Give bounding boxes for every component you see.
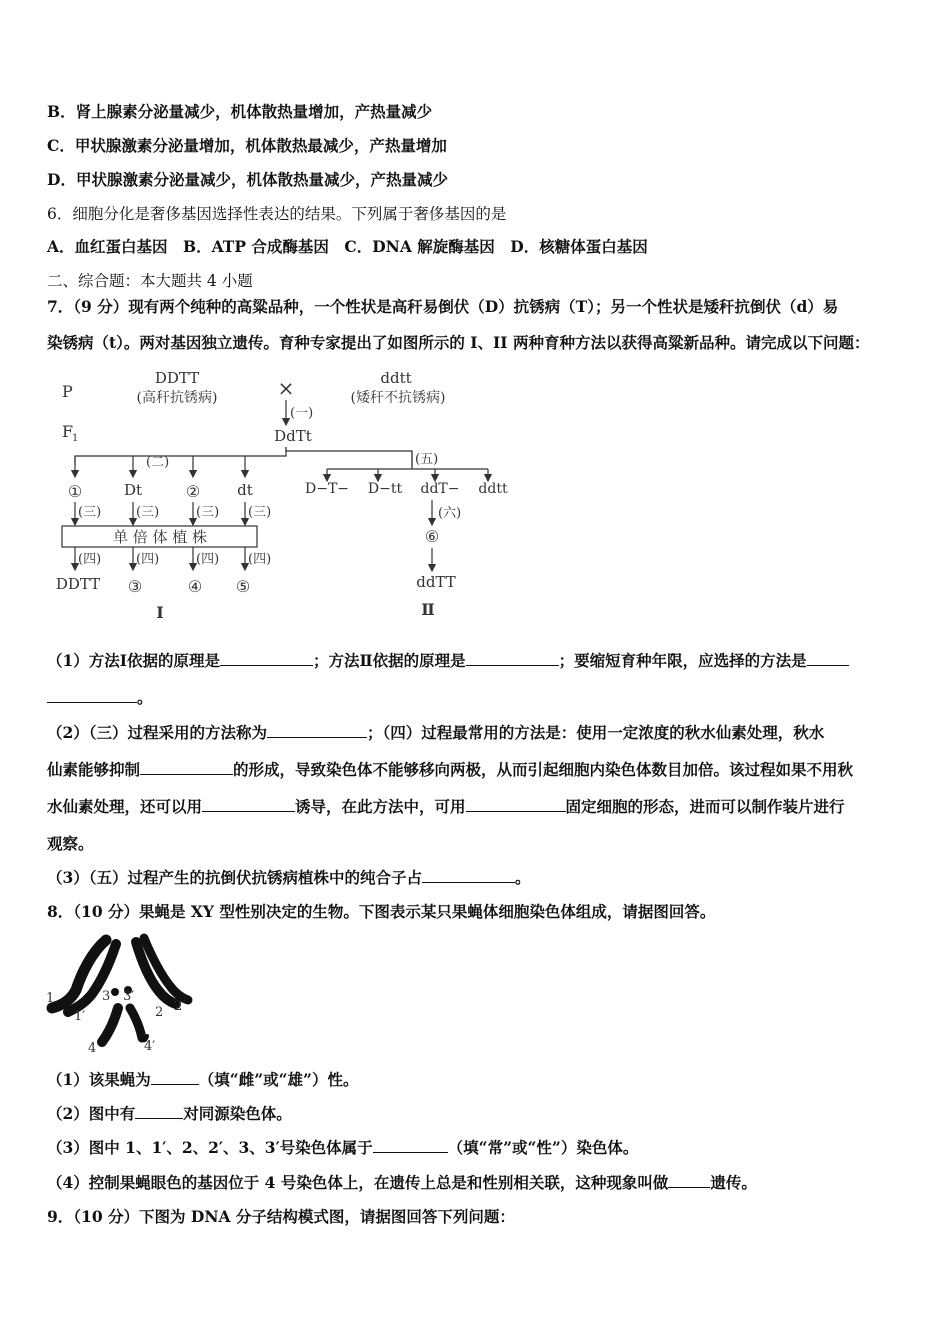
answer-blank[interactable]	[220, 651, 313, 666]
answer-blank[interactable]	[422, 868, 515, 883]
q8-sub1: （1）该果蝇为 （填“雌”或“雄”）性。	[47, 1070, 359, 1089]
label-2: 2	[155, 1005, 164, 1020]
result-3: ③	[127, 577, 143, 596]
parent1-genotype: DDTT	[154, 369, 200, 387]
chromosome-figure	[44, 932, 194, 1057]
label-4-prime: 4′	[144, 1039, 156, 1054]
step3-label-4: (三)	[248, 505, 272, 520]
final-ddTT: ddTT	[416, 573, 456, 591]
parent2-phenotype: (矮秆不抗锈病)	[350, 390, 446, 406]
method-II-label: Ⅱ	[421, 600, 435, 619]
q5-option-c: C．甲状腺激素分泌量增加，机体散热最减少，产热量增加	[47, 136, 447, 155]
breeding-diagram	[50, 365, 530, 625]
step3-label-2: (三)	[136, 505, 160, 520]
selfing-6: ⑥	[424, 527, 440, 546]
step4-label-1: (四)	[78, 552, 102, 567]
f1-subscript: 1	[72, 433, 79, 444]
answer-blank[interactable]	[466, 797, 566, 812]
step3-label-1: (三)	[78, 505, 102, 520]
f1-label: F	[62, 422, 74, 441]
answer-blank[interactable]	[202, 797, 295, 812]
step2-label: (二)	[146, 455, 170, 470]
answer-blank[interactable]	[807, 651, 849, 666]
q8-sub4: （4）控制果蝇眼色的基因位于 4 号染色体上，在遗传上总是和性别相关联，这种现象叫做 遗传。	[47, 1173, 757, 1192]
q6-stem: 6．细胞分化是奢侈基因选择性表达的结果。下列属于奢侈基因的是	[47, 205, 507, 223]
f2-class-3: ddT−	[420, 481, 460, 497]
chromosome-1	[52, 940, 106, 1008]
label-1-prime: 1′	[74, 1009, 86, 1024]
label-3: 3	[102, 989, 111, 1004]
q6-options: A．血红蛋白基因 B．ATP 合成酶基因 C．DNA 解旋酶基因 D．核糖体蛋白基因	[47, 237, 648, 256]
f2-class-4: ddtt	[478, 481, 508, 497]
answer-blank[interactable]	[135, 1104, 183, 1119]
cross-symbol: ×	[277, 376, 295, 400]
f2-class-2: D−tt	[367, 481, 403, 497]
method-I-label: I	[156, 603, 164, 622]
step1-label: (一)	[290, 406, 314, 421]
step4-label-2: (四)	[136, 552, 160, 567]
answer-blank[interactable]	[267, 723, 367, 738]
step5-label: (五)	[415, 452, 439, 467]
q5-option-d: D．甲状腺激素分泌量减少，机体散热量减少，产热量减少	[47, 170, 448, 189]
q8-stem: 8．（10 分）果蝇是 XY 型性别决定的生物。下图表示某只果蝇体细胞染色体组成，请据图回答。	[47, 902, 716, 921]
chromosome-4	[102, 1008, 118, 1042]
f1-genotype: DdTt	[274, 427, 312, 445]
result-5: ⑤	[235, 577, 251, 596]
haploid-label: 单 倍 体 植 株	[112, 528, 208, 546]
chromosome-3	[111, 988, 119, 996]
q8-sub3: （3）图中 1、1′、2、2′、3、3′号染色体属于 （填“常”或“性”）染色体。	[47, 1138, 639, 1157]
p-label: P	[62, 382, 73, 401]
q7-sub2-line3: 水仙素处理，还可以用 诱导，在此方法中，可用 固定细胞的形态，进而可以制作装片进行	[47, 797, 845, 816]
label-3-prime: 3′	[123, 989, 135, 1004]
result-4: ④	[187, 577, 203, 596]
step4-label-4: (四)	[248, 552, 272, 567]
q7-stem-line1: 7．（9 分）现有两个纯种的高粱品种，一个性状是高秆易倒伏（D）抗锈病（T）；另一个性状是矮秆抗倒伏（d）易	[47, 297, 839, 316]
q7-sub3: （3）（五）过程产生的抗倒伏抗锈病植株中的纯合子占 。	[47, 868, 531, 887]
result-DDTT: DDTT	[55, 575, 101, 593]
f2-class-1: D−T−	[304, 481, 350, 497]
q7-sub2-line4: 观察。	[47, 834, 94, 853]
answer-blank[interactable]	[668, 1173, 710, 1188]
section-heading: 二、综合题：本大题共 4 小题	[47, 272, 253, 290]
q7-sub2-line2: 仙素能够抑制 的形成，导致染色体不能够移向两极，从而引起细胞内染色体数目加倍。该过程如果不用秋	[47, 760, 854, 779]
gamete-1: ①	[67, 482, 83, 501]
q7-sub2-line1: （2）（三）过程采用的方法称为 ；（四）过程最常用的方法是：使用一定浓度的秋水仙素处理，秋水	[47, 723, 825, 742]
label-2-prime: 2′	[174, 999, 186, 1014]
gamete-Dt: Dt	[123, 481, 143, 499]
parent2-genotype: ddtt	[380, 369, 412, 387]
q7-sub1-line2: 。	[47, 688, 153, 708]
step4-label-3: (四)	[196, 552, 220, 567]
q9-stem: 9．（10 分）下图为 DNA 分子结构模式图，请据图回答下列问题：	[47, 1207, 515, 1226]
answer-blank[interactable]	[373, 1138, 448, 1153]
q7-stem-line2: 染锈病（t）。两对基因独立遗传。育种专家提出了如图所示的 I、II 两种育种方法以获得高粱新品种。请完成以下问题：	[47, 333, 870, 352]
answer-blank[interactable]	[466, 651, 559, 666]
q7-sub1-line1: （1）方法Ⅰ依据的原理是 ；方法Ⅱ依据的原理是 ；要缩短育种年限，应选择的方法是	[47, 651, 849, 671]
q5-option-b: B．肾上腺素分泌量减少，机体散热量增加，产热量减少	[47, 102, 433, 121]
gamete-2: ②	[185, 482, 201, 501]
step6-label: (六)	[438, 506, 462, 521]
answer-blank[interactable]	[47, 688, 137, 703]
answer-blank[interactable]	[151, 1070, 199, 1085]
chromosome-4-prime	[130, 1008, 142, 1038]
label-4: 4	[88, 1041, 97, 1056]
step3-label-3: (三)	[196, 505, 220, 520]
parent1-phenotype: (高秆抗锈病)	[136, 390, 218, 406]
label-1: 1	[46, 991, 55, 1006]
q8-sub2: （2）图中有 对同源染色体。	[47, 1104, 292, 1123]
gamete-dt: dt	[237, 481, 253, 499]
answer-blank[interactable]	[140, 760, 233, 775]
